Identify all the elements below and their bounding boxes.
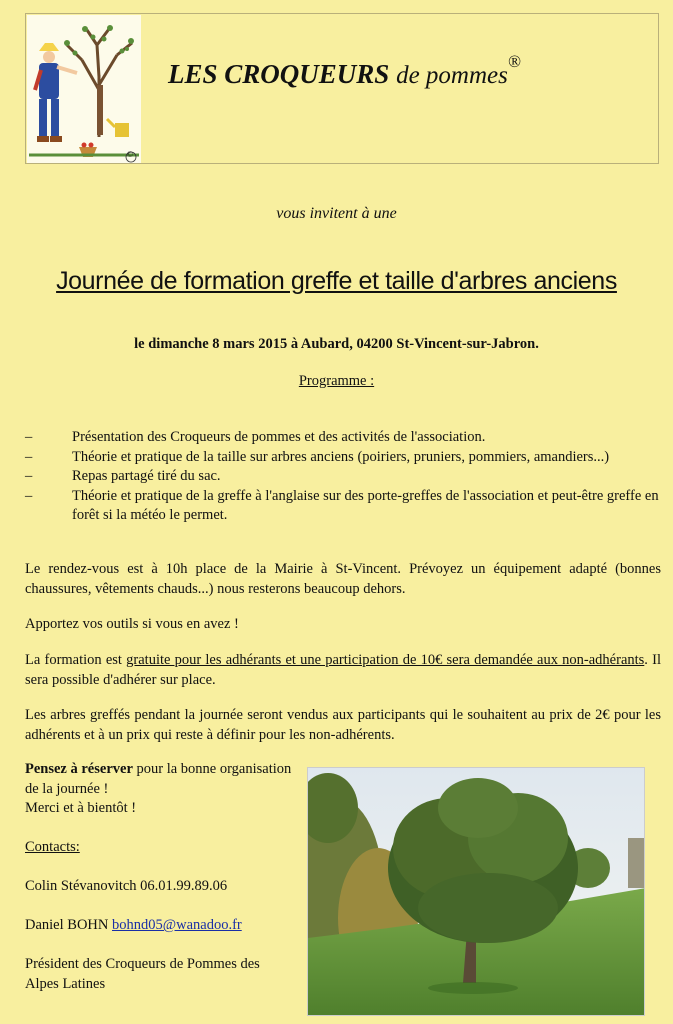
formation-text-before: La formation est bbox=[25, 652, 127, 668]
formation-paragraph bbox=[25, 651, 661, 690]
programme-item-3: Repas partagé tiré du sac. bbox=[72, 468, 221, 484]
rendezvous-paragraph: Le rendez-vous est à 10h place de la Mairie à St-Vincent. Prévoyez un équipement adapté (bonnes chaussures, vêtements chauds...) nous resterons beaucoup dehors. bbox=[25, 561, 661, 597]
brand-title bbox=[168, 52, 521, 90]
registered-mark: ® bbox=[507, 52, 521, 71]
list-item bbox=[25, 428, 665, 448]
dash-bullet: – bbox=[25, 487, 33, 504]
formation-price-note: gratuite pour les adhérants et une participation de 10€ sera demandée aux non-adhérants bbox=[126, 652, 645, 668]
tools-paragraph: Apportez vos outils si vous en avez ! bbox=[25, 616, 239, 632]
contacts-heading: Contacts: bbox=[25, 839, 80, 855]
contact-colin: Colin Stévanovitch 06.01.99.89.06 bbox=[25, 878, 228, 894]
dash-bullet: – bbox=[25, 468, 33, 484]
dash-bullet: – bbox=[25, 429, 33, 445]
header-box bbox=[25, 13, 659, 164]
event-date-place: le dimanche 8 mars 2015 à Aubard, 04200 St-Vincent-sur-Jabron. bbox=[134, 336, 539, 352]
contact-daniel bbox=[25, 916, 295, 936]
programme-item-4: Théorie et pratique de la greffe à l'anglaise sur des porte-greffes de l'association et peut-être greffe en forêt si la météo le permet. bbox=[72, 487, 659, 523]
contact-daniel-name: Daniel BOHN bbox=[25, 917, 112, 933]
apple-tree-photo-icon bbox=[308, 768, 645, 1016]
list-item bbox=[25, 487, 665, 526]
reserve-rest: pour la bonne organisation de la journée ! bbox=[25, 761, 292, 797]
formation-text-after: . Il sera possible d'adhérer sur place. bbox=[25, 652, 661, 688]
programme-item-2: Théorie et pratique de la taille sur arbres anciens (poiriers, pruniers, pommiers, amandiers...) bbox=[72, 448, 610, 465]
reserve-paragraph bbox=[25, 760, 295, 799]
gardener-logo-icon bbox=[27, 15, 141, 163]
programme-item-1: Présentation des Croqueurs de pommes et des activités de l'association. bbox=[72, 429, 486, 445]
thanks-text: Merci et à bientôt ! bbox=[25, 800, 137, 816]
trees-sale-paragraph: Les arbres greffés pendant la journée seront vendus aux participants qui le souhaitent au prix de 2€ pour les adhérents et à un prix qui reste à définir pour les non-adhérents. bbox=[25, 707, 661, 743]
event-title: Journée de formation greffe et taille d'arbres anciens bbox=[56, 267, 617, 295]
programme-heading: Programme : bbox=[298, 373, 375, 389]
logo-illustration bbox=[27, 15, 141, 163]
dash-bullet: – bbox=[25, 448, 33, 465]
reserve-bold: Pensez à réserver bbox=[25, 761, 133, 777]
programme-list bbox=[25, 428, 665, 526]
list-item bbox=[25, 448, 665, 468]
brand-name: LES CROQUEURS bbox=[168, 59, 390, 89]
invite-text: vous invitent à une bbox=[276, 205, 397, 222]
email-link[interactable]: bohnd05@wanadoo.fr bbox=[112, 917, 242, 933]
apple-tree-photo bbox=[307, 767, 645, 1016]
contact-column bbox=[25, 760, 295, 994]
president-text: Président des Croqueurs de Pommes des Alpes Latines bbox=[25, 956, 260, 992]
brand-suffix: de pommes bbox=[396, 62, 508, 89]
copyright-mark: © bbox=[127, 150, 134, 159]
list-item bbox=[25, 467, 665, 487]
